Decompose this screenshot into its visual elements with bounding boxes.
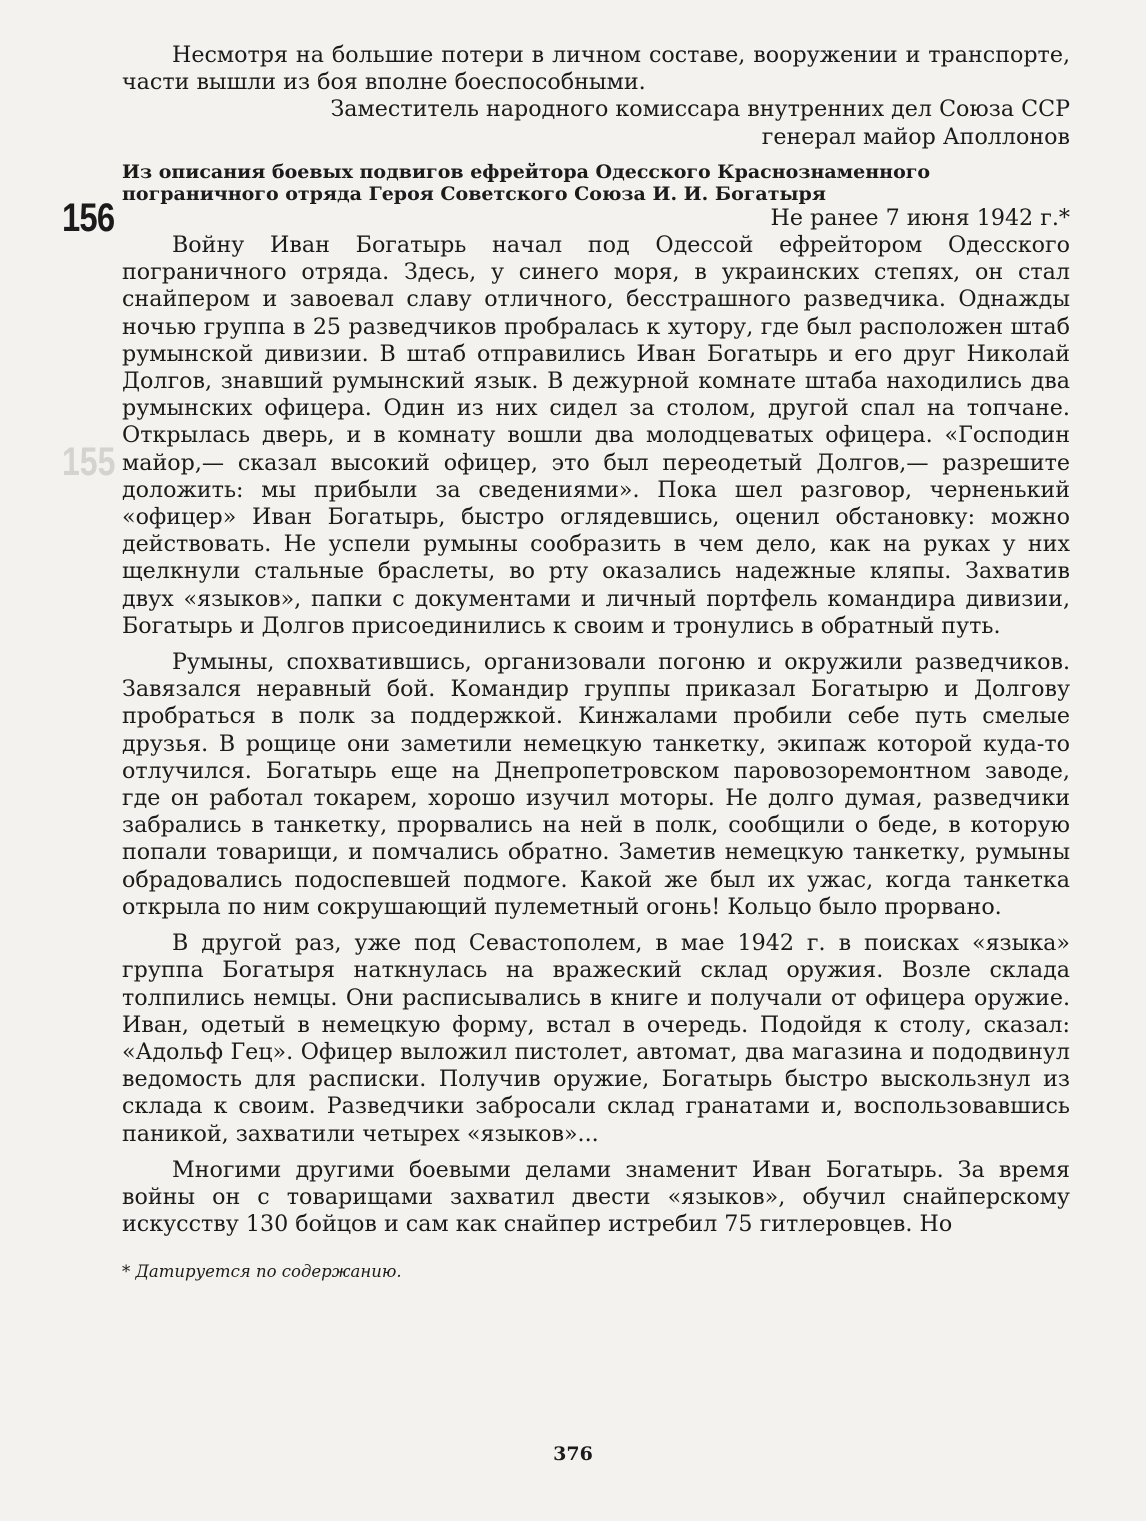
signature-position: Заместитель народного комиссара внутренних дел Союза ССР — [330, 96, 1070, 123]
paragraph: Многими другими боевыми делами знаменит Иван Богатырь. За время войны он с товарищами захватил двести «языков», обучил снайперскому искусству 130 бойцов и сам как снайпер истребил 75 гитлеровцев. Но — [122, 1156, 1070, 1238]
document-title: Из описания боевых подвигов ефрейтора Одесского Краснознаменного пограничного отряда Героя Советского Союза И. И. Богатыря — [122, 160, 931, 205]
document-date: Не ранее 7 июня 1942 г.* — [770, 204, 1070, 231]
footnote: * Датируется по содержанию. — [122, 1262, 402, 1282]
intro-paragraph: Несмотря на большие потери в личном составе, вооружении и транспорте, части вышли из боя вполне боеспособными. — [122, 42, 1070, 96]
paragraph: Войну Иван Богатырь начал под Одессой ефрейтором Одесского пограничного отряда. Здесь, у синего моря, в украинских степях, он стал снайпером и завоевал славу отличного, бесстрашного разведчика. Однажды ночью группа в 25 разведчиков пробралась к хутору, где был расположен штаб румынской дивизии. В штаб отправились Иван Богатырь и его друг Николай Долгов, знавший румынский язык. В дежурной комнате штаба находились два румынских офицера. Один из них сидел за столом, другой спал на топчане. Открылась дверь, и в комнату вошли два молодцеватых офицера. «Господин майор,— сказал высокий офицер, это был переодетый Долгов,— разрешите доложить: мы прибыли за сведениями». Пока шел разговор, черненький «офицер» Иван Богатырь, быстро оглядевшись, оценил обстановку: можно действовать. Не успели румыны сообразить в чем дело, как на руках у них щелкнули стальные браслеты, во рту оказались надежные кляпы. Захватив двух «языков», папки с документами и личный портфель командира дивизии, Богатырь и Долгов присоединились к своим и тронулись в обратный путь. — [122, 232, 1070, 639]
paragraph: Румыны, спохватившись, организовали погоню и окружили разведчиков. Завязался неравный бой. Командир группы приказал Богатырю и Долгову пробраться в полк за поддержкой. Кинжалами пробили себе путь смелые друзья. В рощице они заметили немецкую танкетку, экипаж которой куда-то отлучился. Богатырь еще на Днепропетровском паровозоремонтном заводе, где он работал токарем, хорошо изучил моторы. Не долго думая, разведчики забрались в танкетку, прорвались на ней в полк, сообщили о беде, в которую попали товарищи, и помчались обратно. Заметив немецкую танкетку, румыны обрадовались подоспевшей подмоге. Какой же был их ужас, когда танкетка открыла по ним сокрушающий пулеметный огонь! Кольцо было прорвано. — [122, 649, 1070, 920]
document-number: 156 — [62, 196, 115, 240]
page-number: 376 — [553, 1443, 593, 1465]
paragraph: В другой раз, уже под Севастополем, в мае 1942 г. в поисках «языка» группа Богатыря наткнулась на вражеский склад оружия. Возле склада толпились немцы. Они расписывались в книге и получали от офицера оружие. Иван, одетый в немецкую форму, встал в очередь. Подойдя к столу, сказал: «Адольф Гец». Офицер выложил пистолет, автомат, два магазина и пододвинул ведомость для расписки. Получив оружие, Богатырь быстро выскользнул из склада к своим. Разведчики забросали склад гранатами и, воспользовавшись паникой, захватили четырех «языков»... — [122, 930, 1070, 1147]
page-body — [122, 42, 1070, 1281]
signature-name: генерал майор Аполлонов — [761, 123, 1070, 150]
bleedthrough-number: 155 — [62, 440, 116, 484]
